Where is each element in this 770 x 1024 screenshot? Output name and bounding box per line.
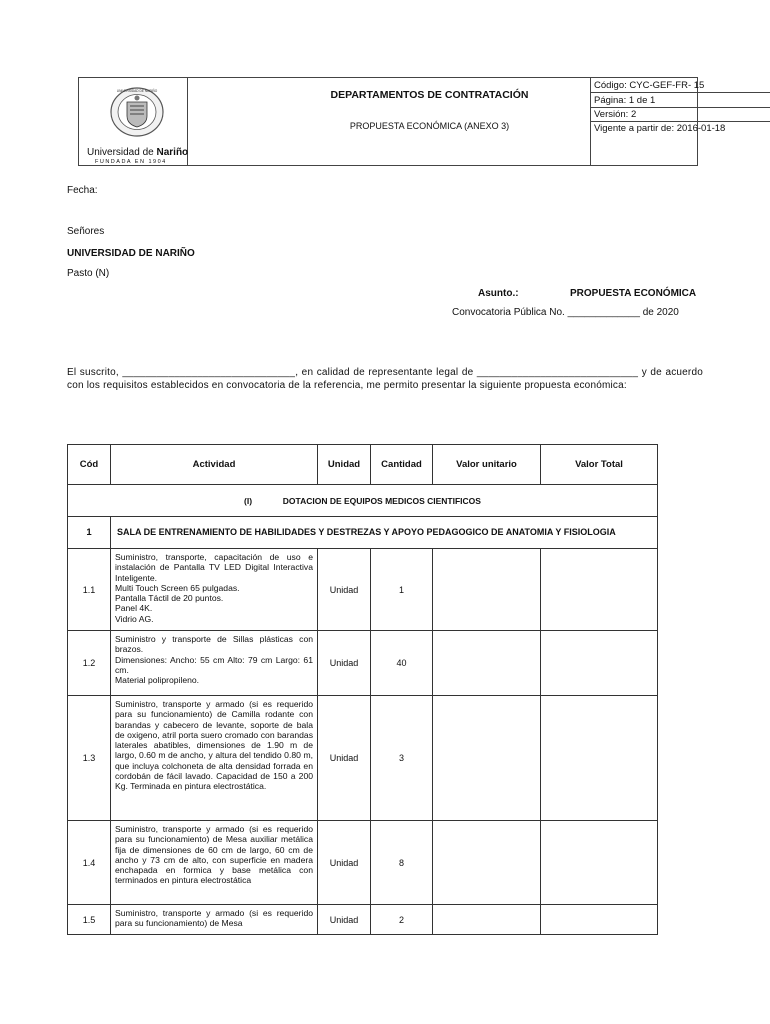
table-row: 1.5 Suministro, transporte y armado (si es requerido para su funcionamiento) de Mesa Unidad 2 — [68, 905, 658, 935]
item-description: Suministro, transporte, capacitación de uso e instalación de Pantalla TV LED Digital Interactiva Inteligente. Multi Touch Screen 65 pulgadas. Pantalla Táctil de 20 puntos. Panel 4K. Vidrio AG. — [111, 549, 318, 631]
doc-valid-from: Vigente a partir de: 2016-01-18 — [594, 123, 726, 134]
document-subtitle: PROPUESTA ECONÓMICA (ANEXO 3) — [349, 121, 510, 131]
group-code: 1 — [68, 517, 111, 549]
date-label: Fecha: — [67, 185, 98, 196]
recipient: UNIVERSIDAD DE NARIÑO — [67, 248, 195, 259]
table-row: 1.1 Suministro, transporte, capacitación de uso e instalación de Pantalla TV LED Digital Interactiva Inteligente. Multi Touch Screen 65 pulgadas. Pantalla Táctil de 20 puntos. Panel 4K. Vidrio AG. Unidad 1 — [68, 549, 658, 631]
seal-text: UNIVERSIDAD DE NARIÑO — [116, 89, 158, 93]
subject-label: Asunto.: — [478, 288, 519, 299]
unit-value-cell[interactable] — [433, 549, 541, 631]
logo-cell — [79, 78, 188, 165]
item-description: Suministro, transporte y armado (si es requerido para su funcionamiento) de Camilla rodante con barandas y cabecero de levante, soporte de bala de oxigeno, atril porta suero cromado con barandas laterales abatibles, dimensiones de 1.90 m de largo, 0.60 m de ancho, y altura del tendido 0.80 m, que incluya colchoneta de alta densidad forrada en cordobán de fácil lavado. Capacidad de 150 a 200 Kg. Terminada en pintura electrostática. — [111, 696, 318, 821]
section-title: (I) DOTACION DE EQUIPOS MEDICOS CIENTIFICOS — [68, 485, 658, 517]
total-value-cell[interactable] — [541, 905, 658, 935]
section-row — [68, 485, 658, 517]
unit-value-cell[interactable] — [433, 905, 541, 935]
total-value-cell[interactable] — [541, 821, 658, 905]
header-activity: Actividad — [111, 445, 318, 485]
document-header — [78, 77, 726, 166]
recipient-city: Pasto (N) — [67, 268, 110, 279]
group-row — [68, 517, 658, 549]
item-description: Suministro, transporte y armado (si es requerido para su funcionamiento) de Mesa auxiliar metálica fija de dimensiones de 60 cm de largo, 60 cm de ancho y 73 cm de alto, con superficie en madera enchapada en formica y base metálica con terminados en pintura electrostática — [111, 821, 318, 905]
doc-page: Página: 1 de 1 — [590, 93, 770, 108]
doc-version: Versión: 2 — [590, 108, 770, 122]
total-value-cell[interactable] — [541, 696, 658, 821]
proposal-table — [67, 444, 658, 935]
document-control-cell — [590, 78, 726, 165]
header-quantity: Cantidad — [371, 445, 433, 485]
unit-value-cell[interactable] — [433, 696, 541, 821]
header-unit-value: Valor unitario — [433, 445, 541, 485]
call-line: Convocatoria Pública No. _____________ de 2020 — [452, 307, 679, 318]
letter-body: El suscrito, ______________________________, en calidad de representante legal de ____________________________ y de acuerdo con los requisitos establecidos en convocatoria de la referencia, me permito presentar la siguiente propuesta económica: — [67, 367, 703, 391]
title-cell — [187, 78, 591, 165]
table-row: 1.3 Suministro, transporte y armado (si es requerido para su funcionamiento) de Camilla rodante con barandas y cabecero de levante, soporte de bala de oxigeno, atril porta suero cromado con barandas laterales abatibles, dimensiones de 1.90 m de largo, 0.60 m de ancho, y altura del tendido 0.80 m, que incluya colchoneta de alta densidad forrada en cordobán de fácil lavado. Capacidad de 150 a 200 Kg. Terminada en pintura electrostática. Unidad 3 — [68, 696, 658, 821]
department-title: DEPARTAMENTOS DE CONTRATACIÓN — [330, 89, 529, 101]
university-founded: FUNDADA EN 1904 — [95, 159, 167, 165]
table-row: 1.4 Suministro, transporte y armado (si es requerido para su funcionamiento) de Mesa auxiliar metálica fija de dimensiones de 60 cm de largo, 60 cm de ancho y 73 cm de alto, con superficie en madera enchapada en formica y base metálica con terminados en pintura electrostática Unidad 8 — [68, 821, 658, 905]
header-total-value: Valor Total — [541, 445, 658, 485]
table-header-row — [68, 445, 658, 485]
total-value-cell[interactable] — [541, 549, 658, 631]
university-name: Universidad de Nariño — [87, 147, 189, 158]
group-title: SALA DE ENTRENAMIENTO DE HABILIDADES Y DESTREZAS Y APOYO PEDAGOGICO DE ANATOMIA Y FISIOLOGIA — [111, 517, 658, 549]
header-unit: Unidad — [318, 445, 371, 485]
unit-value-cell[interactable] — [433, 631, 541, 696]
item-description: Suministro y transporte de Sillas plásticas con brazos. Dimensiones: Ancho: 55 cm Alto: 79 cm Largo: 61 cm. Material polipropileno. — [111, 631, 318, 696]
subject-value: PROPUESTA ECONÓMICA — [570, 288, 697, 299]
table-row: 1.2 Suministro y transporte de Sillas plásticas con brazos. Dimensiones: Ancho: 55 cm Alto: 79 cm Largo: 61 cm. Material polipropileno. Unidad 40 — [68, 631, 658, 696]
university-seal-icon — [109, 86, 165, 138]
unit-value-cell[interactable] — [433, 821, 541, 905]
header-code: Cód — [68, 445, 111, 485]
total-value-cell[interactable] — [541, 631, 658, 696]
item-description: Suministro, transporte y armado (si es requerido para su funcionamiento) de Mesa — [111, 905, 318, 935]
doc-code: Código: CYC-GEF-FR- 15 — [590, 78, 770, 93]
salutation: Señores — [67, 226, 105, 237]
